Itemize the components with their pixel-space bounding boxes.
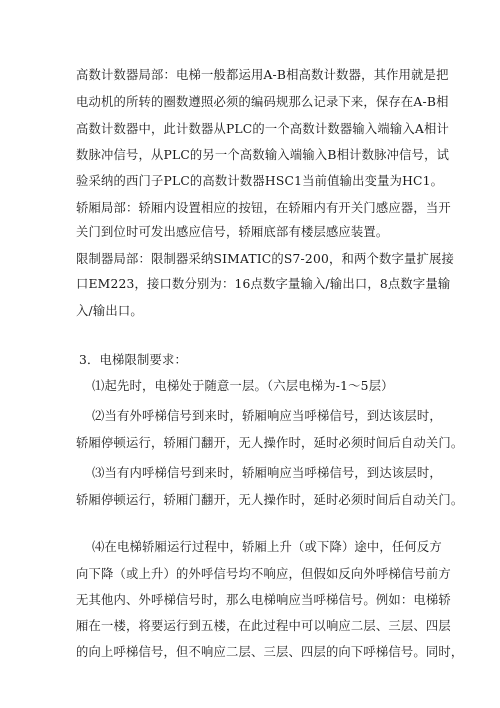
requirement-item-line: 向下降（或上升）的外呼信号均不响应，但假如反向外呼梯信号前方 (76, 567, 451, 581)
requirement-item-line: 厢在一楼，将要运行到五楼，在此过程中可以响应二层、三层、四层 (76, 619, 451, 633)
requirement-item-line: ⑶当有内呼梯信号到来时，轿厢响应当呼梯信号，到达该层时， (92, 466, 442, 480)
counter-paragraph-line: 验采纳的西门子PLC的高数计数器HSC1当前值输出变量为HC1。 (76, 174, 444, 188)
limiter-paragraph-line: 限制器局部：限制器采纳SIMATIC的S7-200，和两个数字量扩展接 (76, 252, 454, 266)
requirement-item-line: 轿厢停顿运行，轿厢门翻开，无人操作时，延时必须时间后自动关门。 (76, 436, 464, 450)
counter-paragraph-line: 数脉冲信号，从PLC的另一个高数输入端输入B相计数脉冲信号，试 (76, 148, 450, 162)
requirement-item-line: 轿厢停顿运行，轿厢门翻开，无人操作时，延时必须时间后自动关门。 (76, 493, 464, 507)
requirement-item-line: ⑴起先时，电梯处于随意一层。（六层电梯为-1～5层） (92, 379, 394, 393)
limiter-paragraph-line: 入/输出口。 (76, 304, 143, 318)
counter-paragraph-line: 电动机的所转的圈数遵照必须的编码规那么记录下来，保存在A-B相 (76, 95, 449, 109)
requirement-item-line: ⑵当有外呼梯信号到来时，轿厢响应当呼梯信号，到达该层时， (92, 409, 442, 423)
counter-paragraph-line: 高数计数器局部：电梯一般都运用A-B相高数计数器，其作用就是把 (76, 68, 449, 82)
limiter-paragraph-line: 口EM223，接口数分别为：16点数字量输入/输出口，8点数字量输 (76, 277, 451, 291)
requirement-item-line: ⑷在电梯轿厢运行过程中，轿厢上升（或下降）途中，任何反方 (92, 540, 442, 554)
car-paragraph-line: 关门到位时可发出感应信号，轿厢底部有楼层感应装置。 (76, 225, 389, 239)
car-paragraph-line: 轿厢局部：轿厢内设置相应的按钮，在轿厢内有开关门感应器，当开 (76, 201, 451, 215)
counter-paragraph-line: 高数计数器中，此计数器从PLC的一个高数计数器输入端输入A相计 (76, 122, 449, 136)
section-heading: 3．电梯限制要求： (79, 353, 187, 367)
requirement-item-line: 的向上呼梯信号，但不响应二层、三层、四层的向下呼梯信号。同时， (76, 645, 464, 659)
requirement-item-line: 无其他内、外呼梯信号时，那么电梯响应当呼梯信号。例如：电梯轿 (76, 593, 451, 607)
